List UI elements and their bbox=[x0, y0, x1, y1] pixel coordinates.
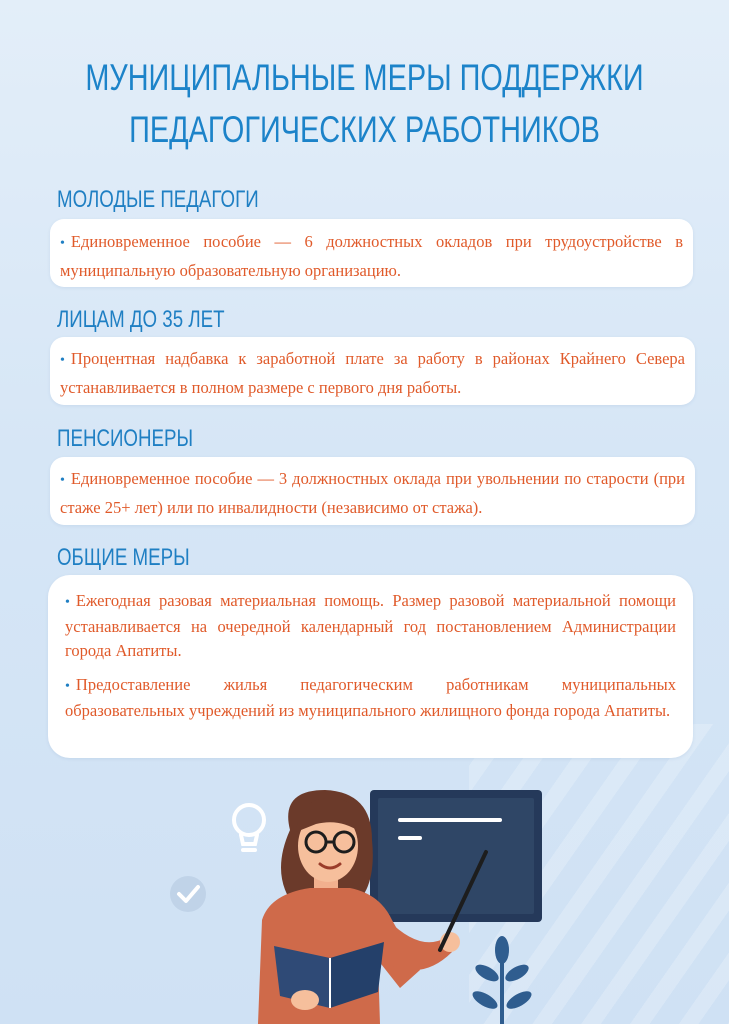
chalkboard bbox=[370, 790, 542, 922]
card-general bbox=[48, 575, 693, 758]
card-item bbox=[60, 228, 683, 284]
section-heading-pensioners: ПЕНСИОНЕРЫ bbox=[57, 425, 194, 452]
bullet-icon: • bbox=[65, 679, 70, 694]
card-item-text: Предоставление жилья педагогическим работникам муниципальных образовательных учреждений из муниципального жилищного фонда города Апатиты. bbox=[65, 675, 676, 720]
lightbulb-icon bbox=[234, 805, 264, 850]
bullet-icon: • bbox=[60, 236, 65, 251]
page-title bbox=[80, 52, 649, 156]
card-item-text: Процентная надбавка к заработной плате за работу в районах Крайнего Севера устанавливается в полном размере с первого дня работы. bbox=[60, 349, 685, 397]
card-item-text: Ежегодная разовая материальная помощь. Размер разовой материальной помощи устанавливается на очередной календарный год постановлением Администрации города Апатиты. bbox=[65, 591, 676, 660]
check-circle-icon bbox=[170, 876, 206, 912]
bullet-icon: • bbox=[60, 353, 65, 368]
bullet-icon: • bbox=[65, 595, 70, 610]
card-young-teachers bbox=[50, 219, 693, 287]
plant-icon bbox=[470, 936, 534, 1024]
section-heading-general: ОБЩИЕ МЕРЫ bbox=[57, 544, 190, 571]
page-title-line-1: МУНИЦИПАЛЬНЫЕ МЕРЫ ПОДДЕРЖКИ bbox=[85, 57, 644, 98]
card-item bbox=[65, 589, 676, 663]
card-item bbox=[65, 673, 676, 723]
page-title-line-2: ПЕДАГОГИЧЕСКИХ РАБОТНИКОВ bbox=[129, 109, 600, 150]
teacher-illustration bbox=[0, 770, 729, 1024]
card-item bbox=[60, 465, 685, 521]
card-item-text: Единовременное пособие — 6 должностных окладов при трудоустройстве в муниципальную образовательную организацию. bbox=[60, 232, 683, 280]
bullet-icon: • bbox=[60, 473, 65, 488]
section-heading-young-teachers: МОЛОДЫЕ ПЕДАГОГИ bbox=[57, 186, 259, 213]
card-pensioners bbox=[50, 457, 695, 525]
card-item-text: Единовременное пособие — 3 должностных оклада при увольнении по старости (при стаже 25+ лет) или по инвалидности (независимо от стажа). bbox=[60, 469, 685, 517]
card-under-35 bbox=[50, 337, 695, 405]
card-item bbox=[60, 345, 685, 401]
section-heading-under-35: ЛИЦАМ ДО 35 ЛЕТ bbox=[57, 306, 225, 333]
